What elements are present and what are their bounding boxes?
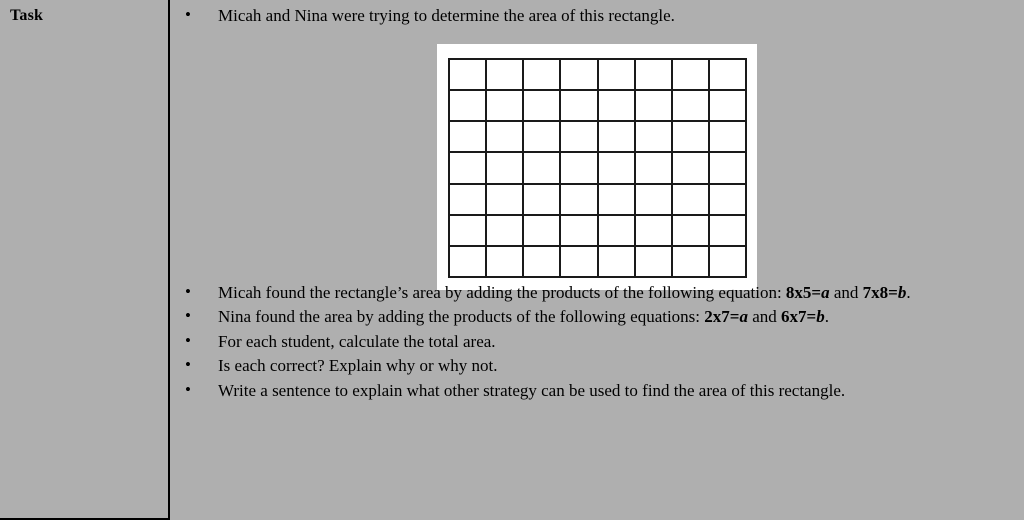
grid-cell (636, 60, 671, 89)
grid-cell (636, 122, 671, 151)
grid-cell (561, 185, 596, 214)
grid-cell (710, 247, 745, 276)
grid-cell (673, 185, 708, 214)
intro-text: Micah and Nina were trying to determine the area of this rectangle. (218, 6, 675, 25)
grid-cell (673, 60, 708, 89)
calculate-text: For each student, calculate the total area. (218, 331, 496, 351)
grid-cell (450, 247, 485, 276)
grid-cell (673, 247, 708, 276)
grid-cell (710, 153, 745, 182)
grid-cell (561, 122, 596, 151)
grid-cell (710, 60, 745, 89)
list-item-intro (170, 4, 1006, 29)
list-item-micah (170, 281, 1006, 306)
list-item-nina (170, 305, 1006, 330)
grid-cell (636, 153, 671, 182)
nina-eq2-variable: b (816, 307, 825, 326)
grid-cell (636, 247, 671, 276)
grid-cell (710, 91, 745, 120)
task-bullet-list-continued (170, 281, 1006, 404)
grid-cell (487, 122, 522, 151)
micah-conjunction: and (829, 282, 863, 302)
grid-cell (450, 153, 485, 182)
grid-cell (599, 216, 634, 245)
grid-cell (636, 216, 671, 245)
grid-cell (599, 185, 634, 214)
rectangle-figure (437, 44, 757, 290)
micah-eq2-variable: b (897, 282, 907, 302)
grid-cell (487, 185, 522, 214)
grid-cell (524, 91, 559, 120)
grid-cell (561, 153, 596, 182)
micah-eq2-expr: 7x8= (862, 282, 898, 302)
explain-text: Is each correct? Explain why or why not. (218, 356, 498, 375)
task-bullet-list (170, 4, 1006, 29)
micah-eq1-expr: 8x5= (785, 282, 822, 302)
strategy-text: Write a sentence to explain what other strategy can be used to find the area of this rectangle. (218, 380, 846, 400)
grid-cell (599, 153, 634, 182)
grid-cell (487, 216, 522, 245)
grid-cell (561, 91, 596, 120)
grid-cell (561, 60, 596, 89)
grid-cell (450, 185, 485, 214)
grid-cell (524, 122, 559, 151)
grid-cell (524, 216, 559, 245)
grid-cell (487, 247, 522, 276)
grid-cell (599, 247, 634, 276)
grid-cell (673, 91, 708, 120)
grid-cell (524, 185, 559, 214)
nina-equation-2 (781, 307, 825, 326)
grid-cell (673, 122, 708, 151)
grid-cell (636, 91, 671, 120)
grid-cell (487, 153, 522, 182)
nina-conjunction: and (747, 307, 777, 326)
grid-cell (710, 122, 745, 151)
grid-cell (450, 216, 485, 245)
nina-equation-1 (704, 307, 748, 326)
grid-cell (561, 216, 596, 245)
grid-cell (599, 122, 634, 151)
nina-text: Nina found the area by adding the products of the following equations: (218, 307, 705, 326)
grid-cell (450, 60, 485, 89)
grid-cell (636, 185, 671, 214)
area-model-grid (448, 58, 747, 278)
grid-cell (561, 247, 596, 276)
task-label-cell (0, 0, 170, 520)
micah-equation-1 (786, 283, 830, 302)
grid-cell (487, 91, 522, 120)
nina-eq1-expr: 2x7= (704, 307, 740, 326)
list-item-explain (170, 354, 1006, 379)
task-label: Task (10, 7, 44, 24)
list-item-calculate (170, 330, 1006, 355)
grid-cell (599, 60, 634, 89)
grid-cell (673, 153, 708, 182)
grid-cell (450, 122, 485, 151)
grid-cell (710, 216, 745, 245)
micah-eq1-variable: a (821, 282, 830, 302)
grid-cell (710, 185, 745, 214)
list-item-strategy (170, 379, 1006, 404)
grid-cell (673, 216, 708, 245)
grid-cell (524, 60, 559, 89)
micah-text: Micah found the rectangle’s area by adding the products of the following equation: (218, 282, 782, 302)
micah-equation-2 (863, 283, 907, 302)
grid-cell (524, 153, 559, 182)
nina-eq1-variable: a (739, 307, 748, 326)
grid-cell (450, 91, 485, 120)
nina-period: . (824, 307, 829, 326)
grid-cell (599, 91, 634, 120)
micah-period: . (906, 282, 911, 302)
nina-eq2-expr: 6x7= (781, 307, 817, 326)
task-content-cell (170, 0, 1024, 520)
grid-cell (524, 247, 559, 276)
grid-cell (487, 60, 522, 89)
figure-container (170, 29, 1006, 281)
